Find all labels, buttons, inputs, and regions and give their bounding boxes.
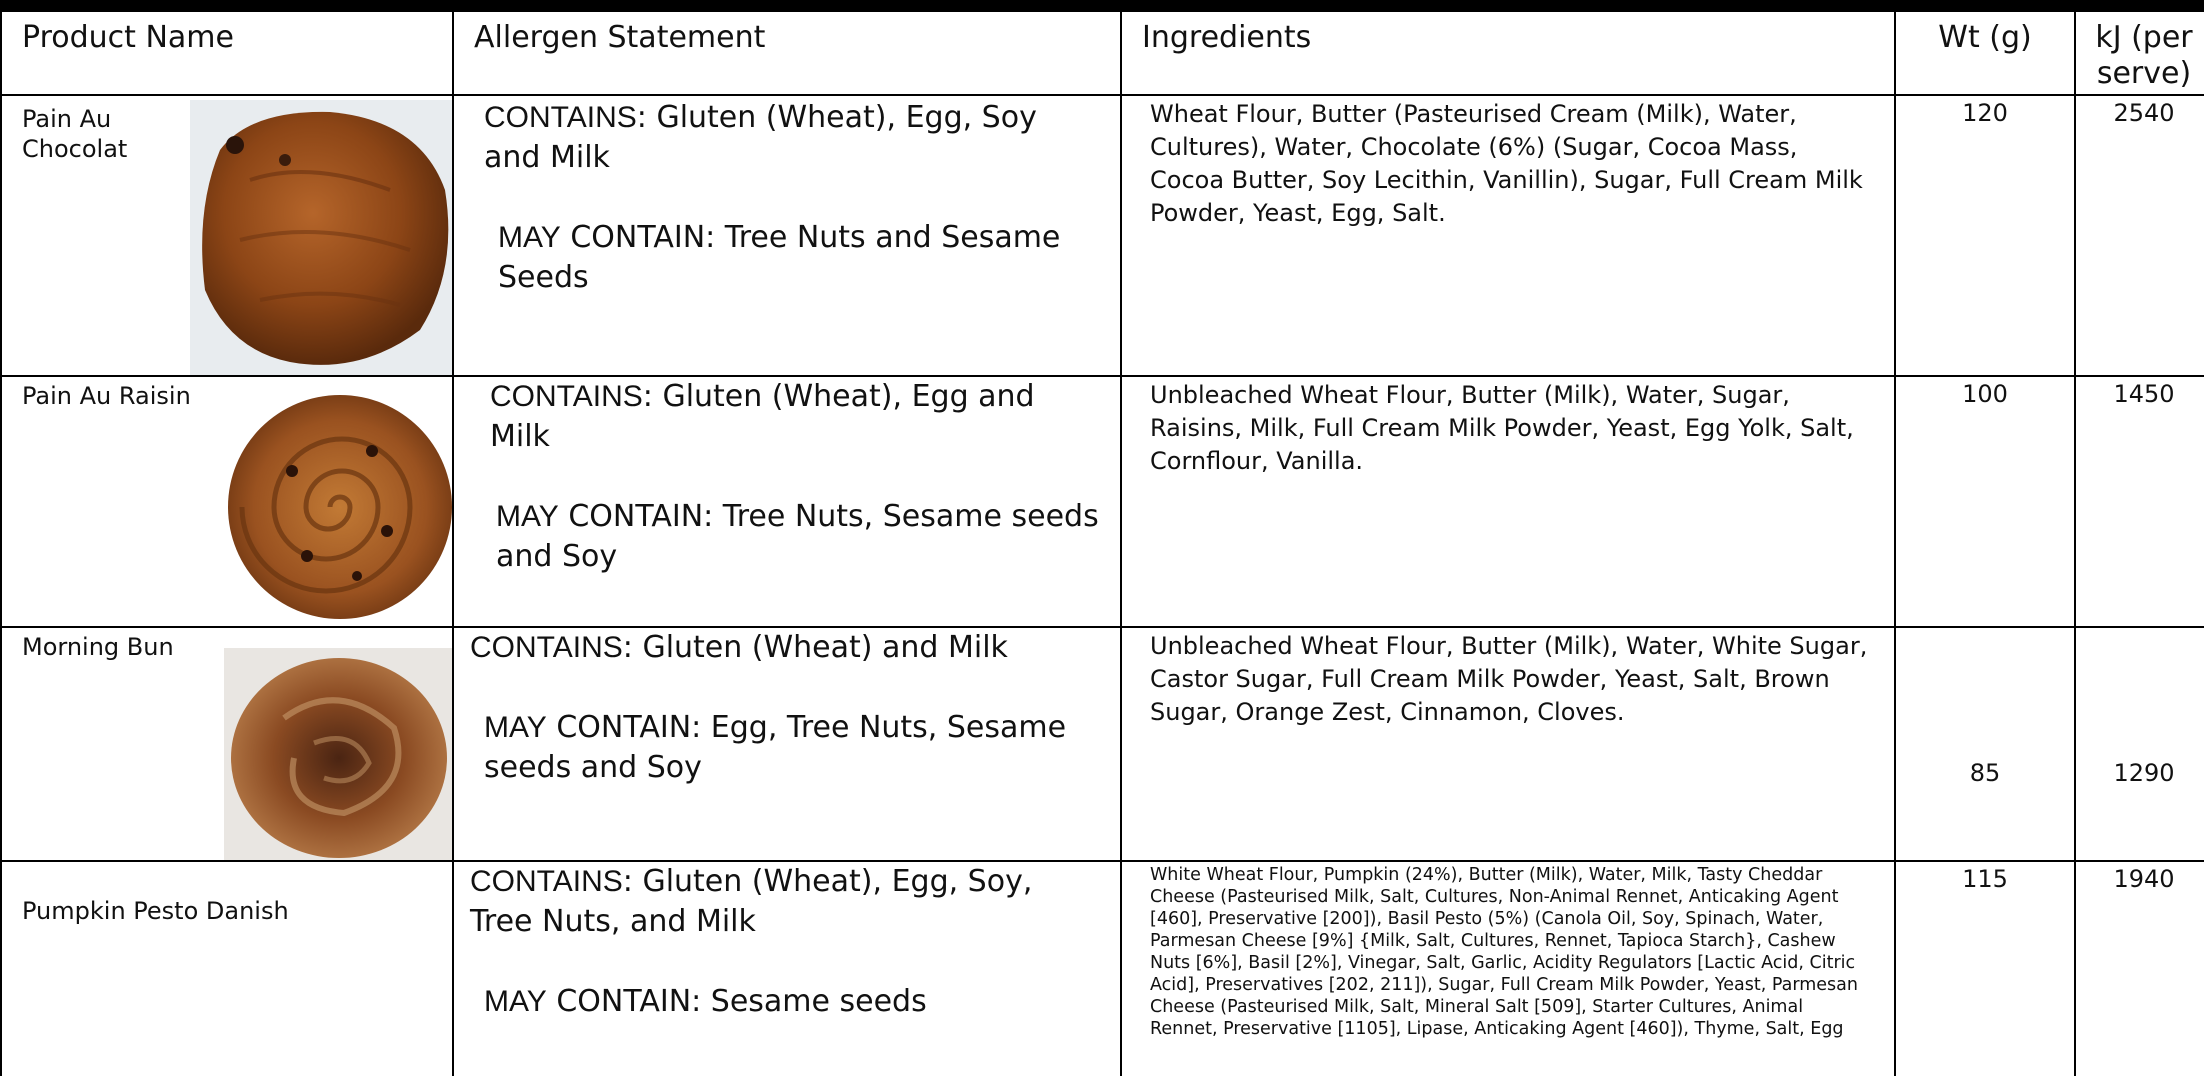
energy-cell: [2075, 95, 2204, 376]
allergen-statement-cell: [453, 95, 1121, 376]
table-row: [1, 376, 2204, 627]
table-row: [1, 627, 2204, 861]
product-name-cell: [1, 376, 453, 627]
allergen-statement-cell: [453, 861, 1121, 1076]
may-contain-statement: MAY CONTAIN: Egg, Tree Nuts, Sesame seeds and Soy: [484, 710, 1067, 785]
table-row: [1, 95, 2204, 376]
weight-value: 120: [1962, 99, 2008, 127]
ingredients-text: White Wheat Flour, Pumpkin (24%), Butter (Milk), Water, Milk, Tasty Cheddar Cheese (Pasteurised Milk, Salt, Cultures, Non-Animal Rennet, Anticaking Agent [460], Preservative [200]), Basil Pesto (5%) (Canola Oil, Soy, Spinach, Water, Parmesan Cheese [9%] {Milk, Salt, Cultures, Rennet, Tapioca Starch}, Cashew Nuts [6%], Basil [2%], Vinegar, Salt, Garlic, Acidity Regulators [Lactic Acid, Citric Acid], Preservatives [202, 211]), Sugar, Full Cream Milk Powder, Yeast, Parmesan Cheese (Pasteurised Milk, Salt, Mineral Salt [509], Starter Cultures, Animal Rennet, Preservative [1105], Lipase, Anticaking Agent [460]), Thyme, Salt, Egg: [1150, 865, 1858, 1039]
energy-cell: [2075, 627, 2204, 861]
energy-value: 1450: [2113, 380, 2175, 408]
weight-value: 85: [1969, 759, 2001, 787]
energy-value: 1940: [2113, 865, 2175, 893]
allergen-statement-cell: [453, 376, 1121, 627]
energy-value: 1290: [2113, 759, 2175, 787]
may-contain-statement: MAY CONTAIN: Tree Nuts, Sesame seeds and Soy: [496, 499, 1099, 574]
header-allergen-statement: Allergen Statement: [453, 11, 1121, 95]
weight-value: 115: [1962, 865, 2008, 893]
header-energy: kJ (per serve): [2075, 11, 2204, 95]
may-contain-statement: MAY CONTAIN: Tree Nuts and Sesame Seeds: [498, 220, 1061, 295]
allergen-statement-cell: [453, 627, 1121, 861]
product-name: Pumpkin Pesto Danish: [22, 897, 289, 925]
energy-value: 2540: [2113, 99, 2175, 127]
header-weight: Wt (g): [1895, 11, 2075, 95]
weight-cell: [1895, 376, 2075, 627]
product-name: Pain Au Chocolat: [22, 105, 128, 163]
allergen-table: [0, 10, 2204, 1076]
pain-au-raisin-photo-icon: [222, 381, 453, 627]
energy-cell: [2075, 376, 2204, 627]
may-contain-statement: MAY CONTAIN: Sesame seeds: [484, 984, 927, 1019]
energy-cell: [2075, 861, 2204, 1076]
ingredients-text: Wheat Flour, Butter (Pasteurised Cream (Milk), Water, Cultures), Water, Chocolate (6%) (Sugar, Cocoa Mass, Cocoa Butter, Soy Lecithin, Vanillin), Sugar, Full Cream Milk Powder, Yeast, Egg, Salt.: [1150, 100, 1863, 227]
table-header-row: [1, 11, 2204, 95]
product-name: Pain Au Raisin: [22, 382, 191, 410]
ingredients-text: Unbleached Wheat Flour, Butter (Milk), Water, Sugar, Raisins, Milk, Full Cream Milk Powder, Yeast, Egg Yolk, Salt, Cornflour, Vanilla.: [1150, 381, 1854, 475]
table-row: [1, 861, 2204, 1076]
product-name-cell: [1, 861, 453, 1076]
product-name: Morning Bun: [22, 633, 174, 661]
contains-statement: CONTAINS: Gluten (Wheat), Egg and Milk: [490, 379, 1035, 454]
contains-statement: CONTAINS: Gluten (Wheat), Egg, Soy and Milk: [484, 100, 1037, 175]
ingredients-cell: [1121, 861, 1895, 1076]
ingredients-cell: [1121, 627, 1895, 861]
weight-value: 100: [1962, 380, 2008, 408]
ingredients-cell: [1121, 95, 1895, 376]
product-name-cell: [1, 95, 453, 376]
weight-cell: [1895, 95, 2075, 376]
ingredients-cell: [1121, 376, 1895, 627]
header-ingredients: Ingredients: [1121, 11, 1895, 95]
weight-cell: [1895, 861, 2075, 1076]
product-name-cell: [1, 627, 453, 861]
pain-au-chocolat-photo-icon: [190, 100, 453, 376]
weight-cell: [1895, 627, 2075, 861]
ingredients-text: Unbleached Wheat Flour, Butter (Milk), Water, White Sugar, Castor Sugar, Full Cream Milk Powder, Yeast, Salt, Brown Sugar, Orange Zest, Cinnamon, Cloves.: [1150, 632, 1868, 726]
morning-bun-photo-icon: [224, 648, 453, 861]
header-product-name: Product Name: [1, 11, 453, 95]
contains-statement: CONTAINS: Gluten (Wheat) and Milk: [470, 630, 1008, 665]
contains-statement: CONTAINS: Gluten (Wheat), Egg, Soy, Tree Nuts, and Milk: [470, 864, 1033, 939]
